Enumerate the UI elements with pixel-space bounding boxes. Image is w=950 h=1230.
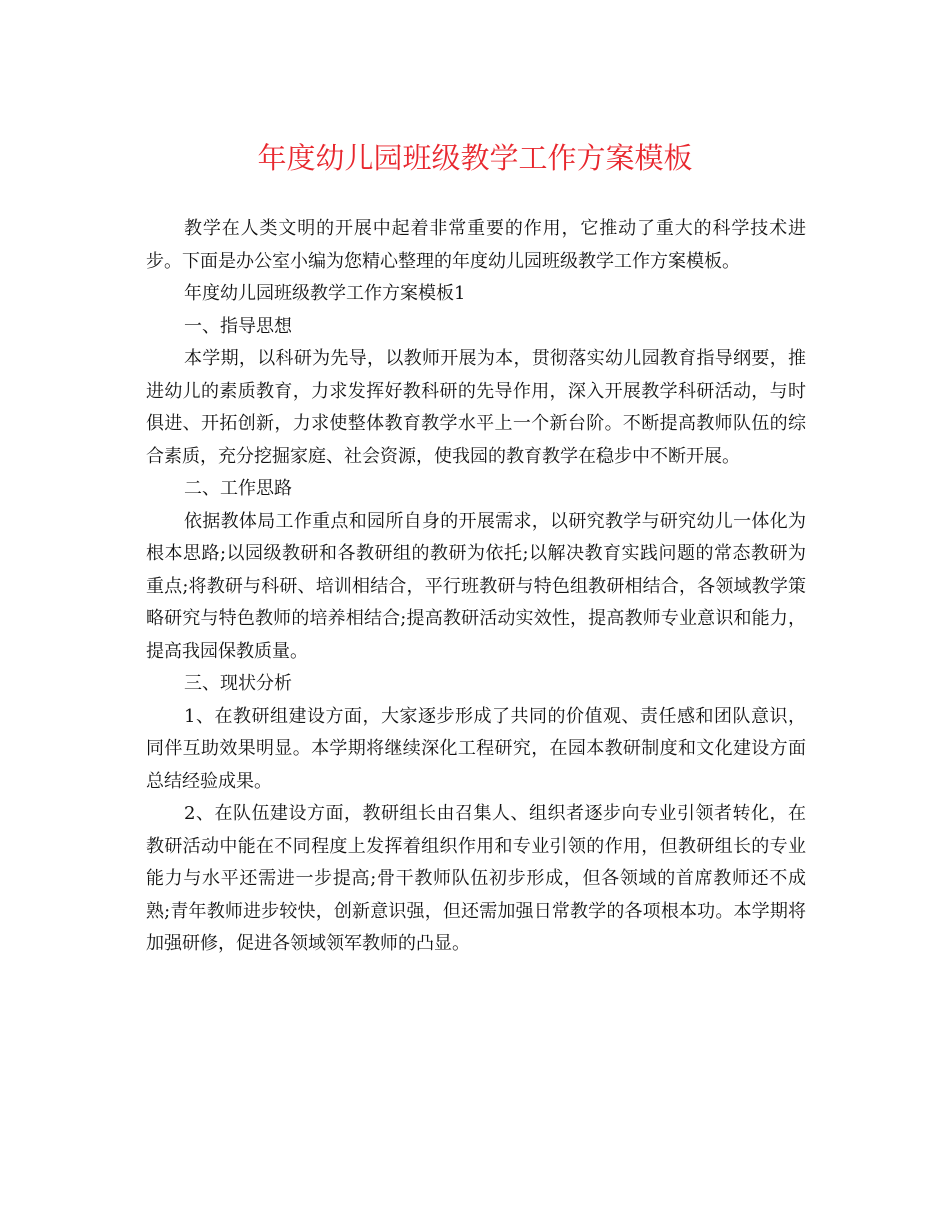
analysis-item-1: 1、在教研组建设方面，大家逐步形成了共同的价值观、责任感和团队意识，同伴互助效果明显。本学期将继续深化工程研究，在园本教研制度和文化建设方面总结经验成果。	[146, 705, 806, 792]
guiding-thought-paragraph: 本学期，以科研为先导，以教师开展为本，贯彻落实幼儿园教育指导纲要，推进幼儿的素质教育，力求发挥好教科研的先导作用，深入开展教学科研活动，与时俱进、开拓创新，力求使整体教育教学水平上一个新台阶。不断提高教师队伍的综合素质，充分挖掘家庭、社会资源，使我园的教育教学在稳步中不断开展。	[146, 348, 806, 467]
section-heading-work-approach: 二、工作思路	[184, 478, 292, 499]
work-approach-paragraph: 依据教体局工作重点和园所自身的开展需求，以研究教学与研究幼儿一体化为根本思路;以园级教研和各教研组的教研为依托;以解决教育实践问题的常态教研为重点;将教研与科研、培训相结合，平行班教研与特色组教研相结合，各领域教学策略研究与特色教师的培养相结合;提高教研活动实效性，提高教师专业意识和能力，提高我园保教质量。	[146, 510, 806, 662]
analysis-item-2: 2、在队伍建设方面，教研组长由召集人、组织者逐步向专业引领者转化，在教研活动中能在不同程度上发挥着组织作用和专业引领的作用，但教研组长的专业能力与水平还需进一步提高;骨干教师队伍初步形成，但各领域的首席教师还不成熟;青年教师进步较快，创新意识强，但还需加强日常教学的各项根本功。本学期将加强研修，促进各领域领军教师的凸显。	[146, 803, 806, 954]
template-heading: 年度幼儿园班级教学工作方案模板1	[184, 283, 466, 304]
document-body	[146, 213, 806, 961]
intro-paragraph: 教学在人类文明的开展中起着非常重要的作用，它推动了重大的科学技术进步。下面是办公室小编为您精心整理的年度幼儿园班级教学工作方案模板。	[146, 218, 806, 272]
section-heading-current-analysis: 三、现状分析	[184, 673, 292, 694]
document-title: 年度幼儿园班级教学工作方案模板	[257, 141, 693, 175]
section-heading-guiding-thought: 一、指导思想	[184, 315, 292, 337]
